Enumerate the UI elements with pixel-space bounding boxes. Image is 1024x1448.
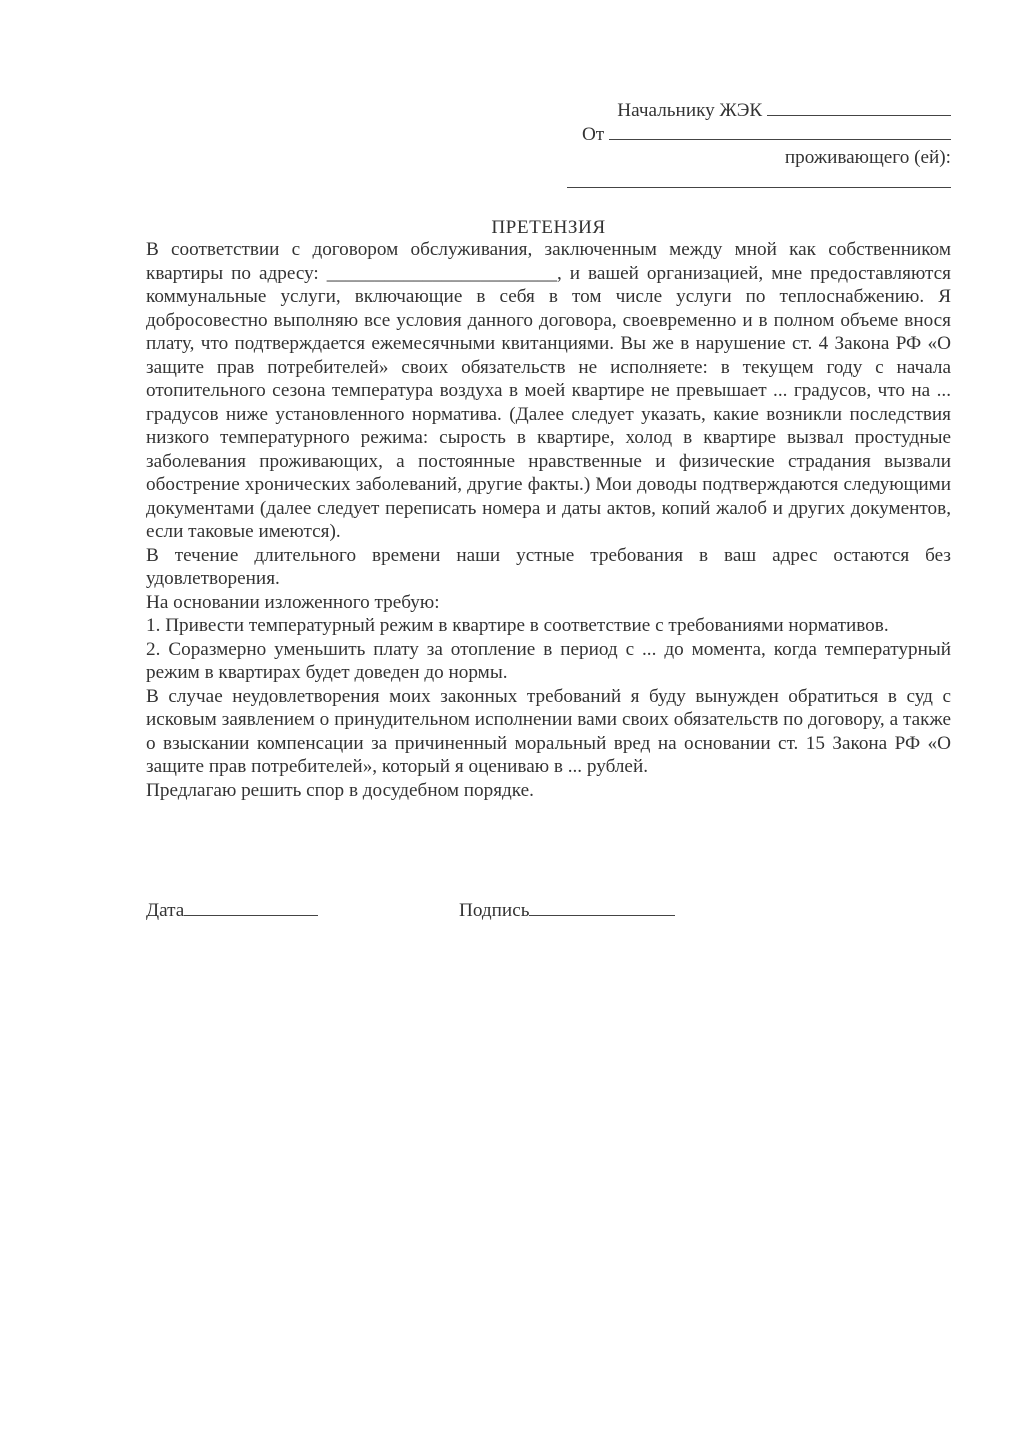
sender-blank	[609, 122, 951, 140]
signature-label: Подпись	[459, 900, 530, 921]
paragraph-court: В случае неудовлетворения моих законных требований я буду вынужден обратиться в суд с исковым заявлением о принудительном исполнении вами своих обязательств по договору, а также о взыскании компенсации за причиненный моральный вред на основании ст. 15 Закона РФ «О защите прав потребителей», который я оцениваю в ... рублей.	[146, 685, 951, 777]
paragraph-unsatisfied: В течение длительного времени наши устные требования в ваш адрес остаются без удовлетворения.	[146, 544, 951, 589]
sender-line	[582, 122, 951, 147]
address-blank	[567, 170, 951, 188]
date-blank	[184, 898, 318, 916]
residing-line	[785, 146, 951, 170]
recipient-label: Начальнику ЖЭК	[617, 100, 763, 121]
date-label: Дата	[146, 900, 185, 921]
paragraph-demand-1: 1. Привести температурный режим в квартире в соответствие с требованиями нормативов.	[146, 615, 889, 636]
signature-field	[459, 898, 675, 923]
paragraph-demand-intro: На основании изложенного требую:	[146, 591, 440, 613]
residing-label: проживающего (ей):	[784, 147, 951, 168]
document-title: ПРЕТЕНЗИЯ	[491, 217, 606, 238]
date-field	[146, 898, 318, 923]
recipient-line	[617, 98, 951, 123]
sender-label: От	[581, 124, 605, 145]
paragraph-main: В соответствии с договором обслуживания, заключенным между мной как собственником квартиры по адресу: ________________________, и вашей организацией, мне предоставляются коммунальные услуги, включающие в себя в том числе услуги по теплоснабжению. Я добросовестно выполняю все условия данного договора, своевременно и в полном объеме внося плату, что подтверждается ежемесячными квитанциями. Вы же в нарушение ст. 4 Закона РФ «О защите прав потребителей» своих обязательств не исполняете: в текущем году с начала отопительного сезона температура воздуха в моей квартире не превышает ... градусов, что на ... градусов ниже установленного норматива. (Далее следует указать, какие возникли последствия низкого температурного режима: сырость в квартире, холод в квартире вызвал простудные заболевания проживающих, а постоянные нравственные и физические страдания вызвали обострение хронических заболеваний, другие факты.) Мои доводы подтверждаются следующими документами (далее следует переписать номера и даты актов, копий жалоб и других документов, если таковые имеются).	[146, 239, 951, 542]
paragraph-demand-2: 2. Соразмерно уменьшить плату за отопление в период с ... до момента, когда температурный режим в квартирах будет доведен до нормы.	[146, 638, 951, 683]
address-line	[567, 170, 951, 195]
recipient-blank	[767, 98, 951, 116]
document-body	[146, 238, 951, 802]
paragraph-pretrial: Предлагаю решить спор в досудебном порядке.	[146, 779, 534, 801]
signature-blank	[529, 898, 675, 916]
